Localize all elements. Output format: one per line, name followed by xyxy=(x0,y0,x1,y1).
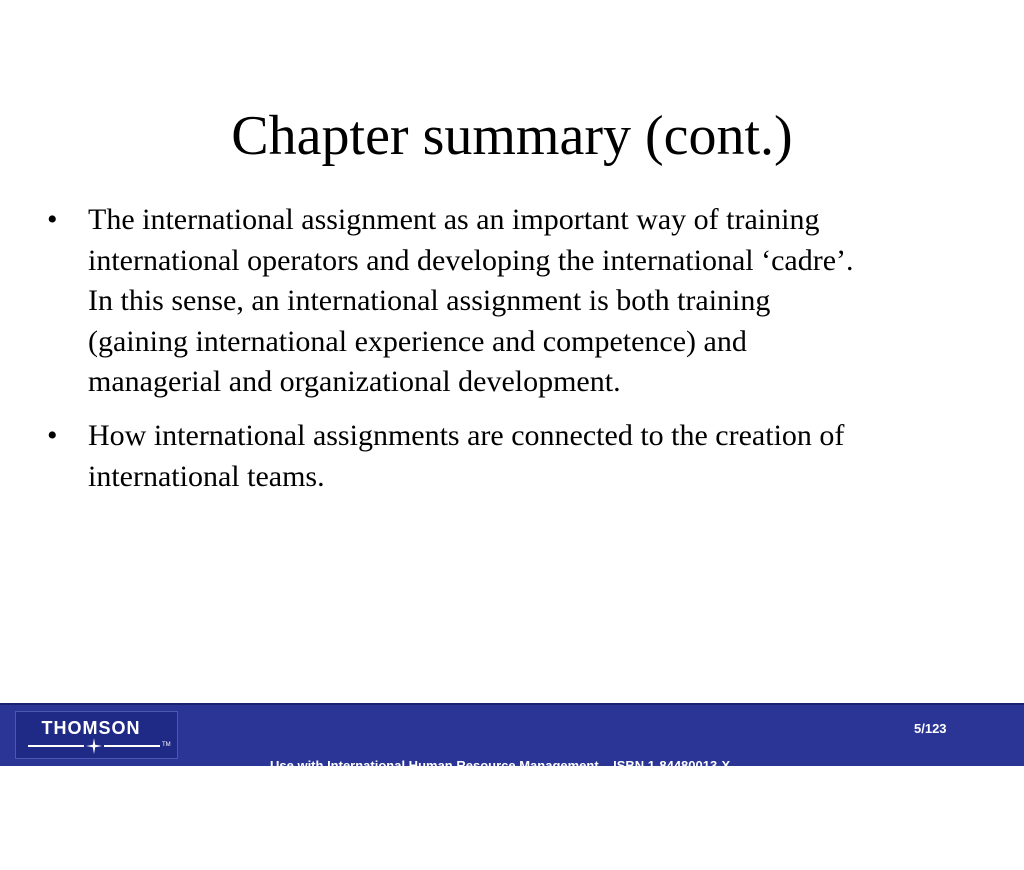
slide-title: Chapter summary (cont.) xyxy=(231,105,793,167)
footer-credits xyxy=(270,718,830,870)
bullet-line: The international assignment as an important way of training xyxy=(88,203,820,236)
page-number: 5/123 xyxy=(914,721,947,736)
footer-line-publisher: Published by Thomson Learning © Peter Dowling and Denice Welch xyxy=(279,815,706,830)
star-icon xyxy=(86,738,102,754)
footer-divider xyxy=(0,703,1024,705)
logo-trademark: TM xyxy=(162,742,171,748)
logo-wordmark: THOMSON xyxy=(41,718,141,738)
bullet-line: In this sense, an international assignment is both training xyxy=(88,284,771,318)
bullet-item xyxy=(47,200,967,403)
bullet-marker: • xyxy=(47,203,58,236)
bullet-list xyxy=(47,200,967,510)
logo-line-left xyxy=(28,745,84,747)
bullet-line: How international assignments are connected to the creation of xyxy=(88,418,845,452)
bullet-line: (gaining international experience and competence) and xyxy=(88,324,747,358)
footer-line-book: Use with International Human Resource Management ISBN 1-84480013-X xyxy=(270,758,731,773)
bullet-line: international teams. xyxy=(88,459,325,493)
bullet-line: managerial and organizational development. xyxy=(88,365,621,399)
bullet-line: international operators and developing the international ‘cadre’. xyxy=(88,243,854,277)
bullet-marker: • xyxy=(47,418,58,452)
logo-line-right xyxy=(104,745,160,747)
bullet-item xyxy=(47,416,967,497)
thomson-logo xyxy=(15,711,178,759)
